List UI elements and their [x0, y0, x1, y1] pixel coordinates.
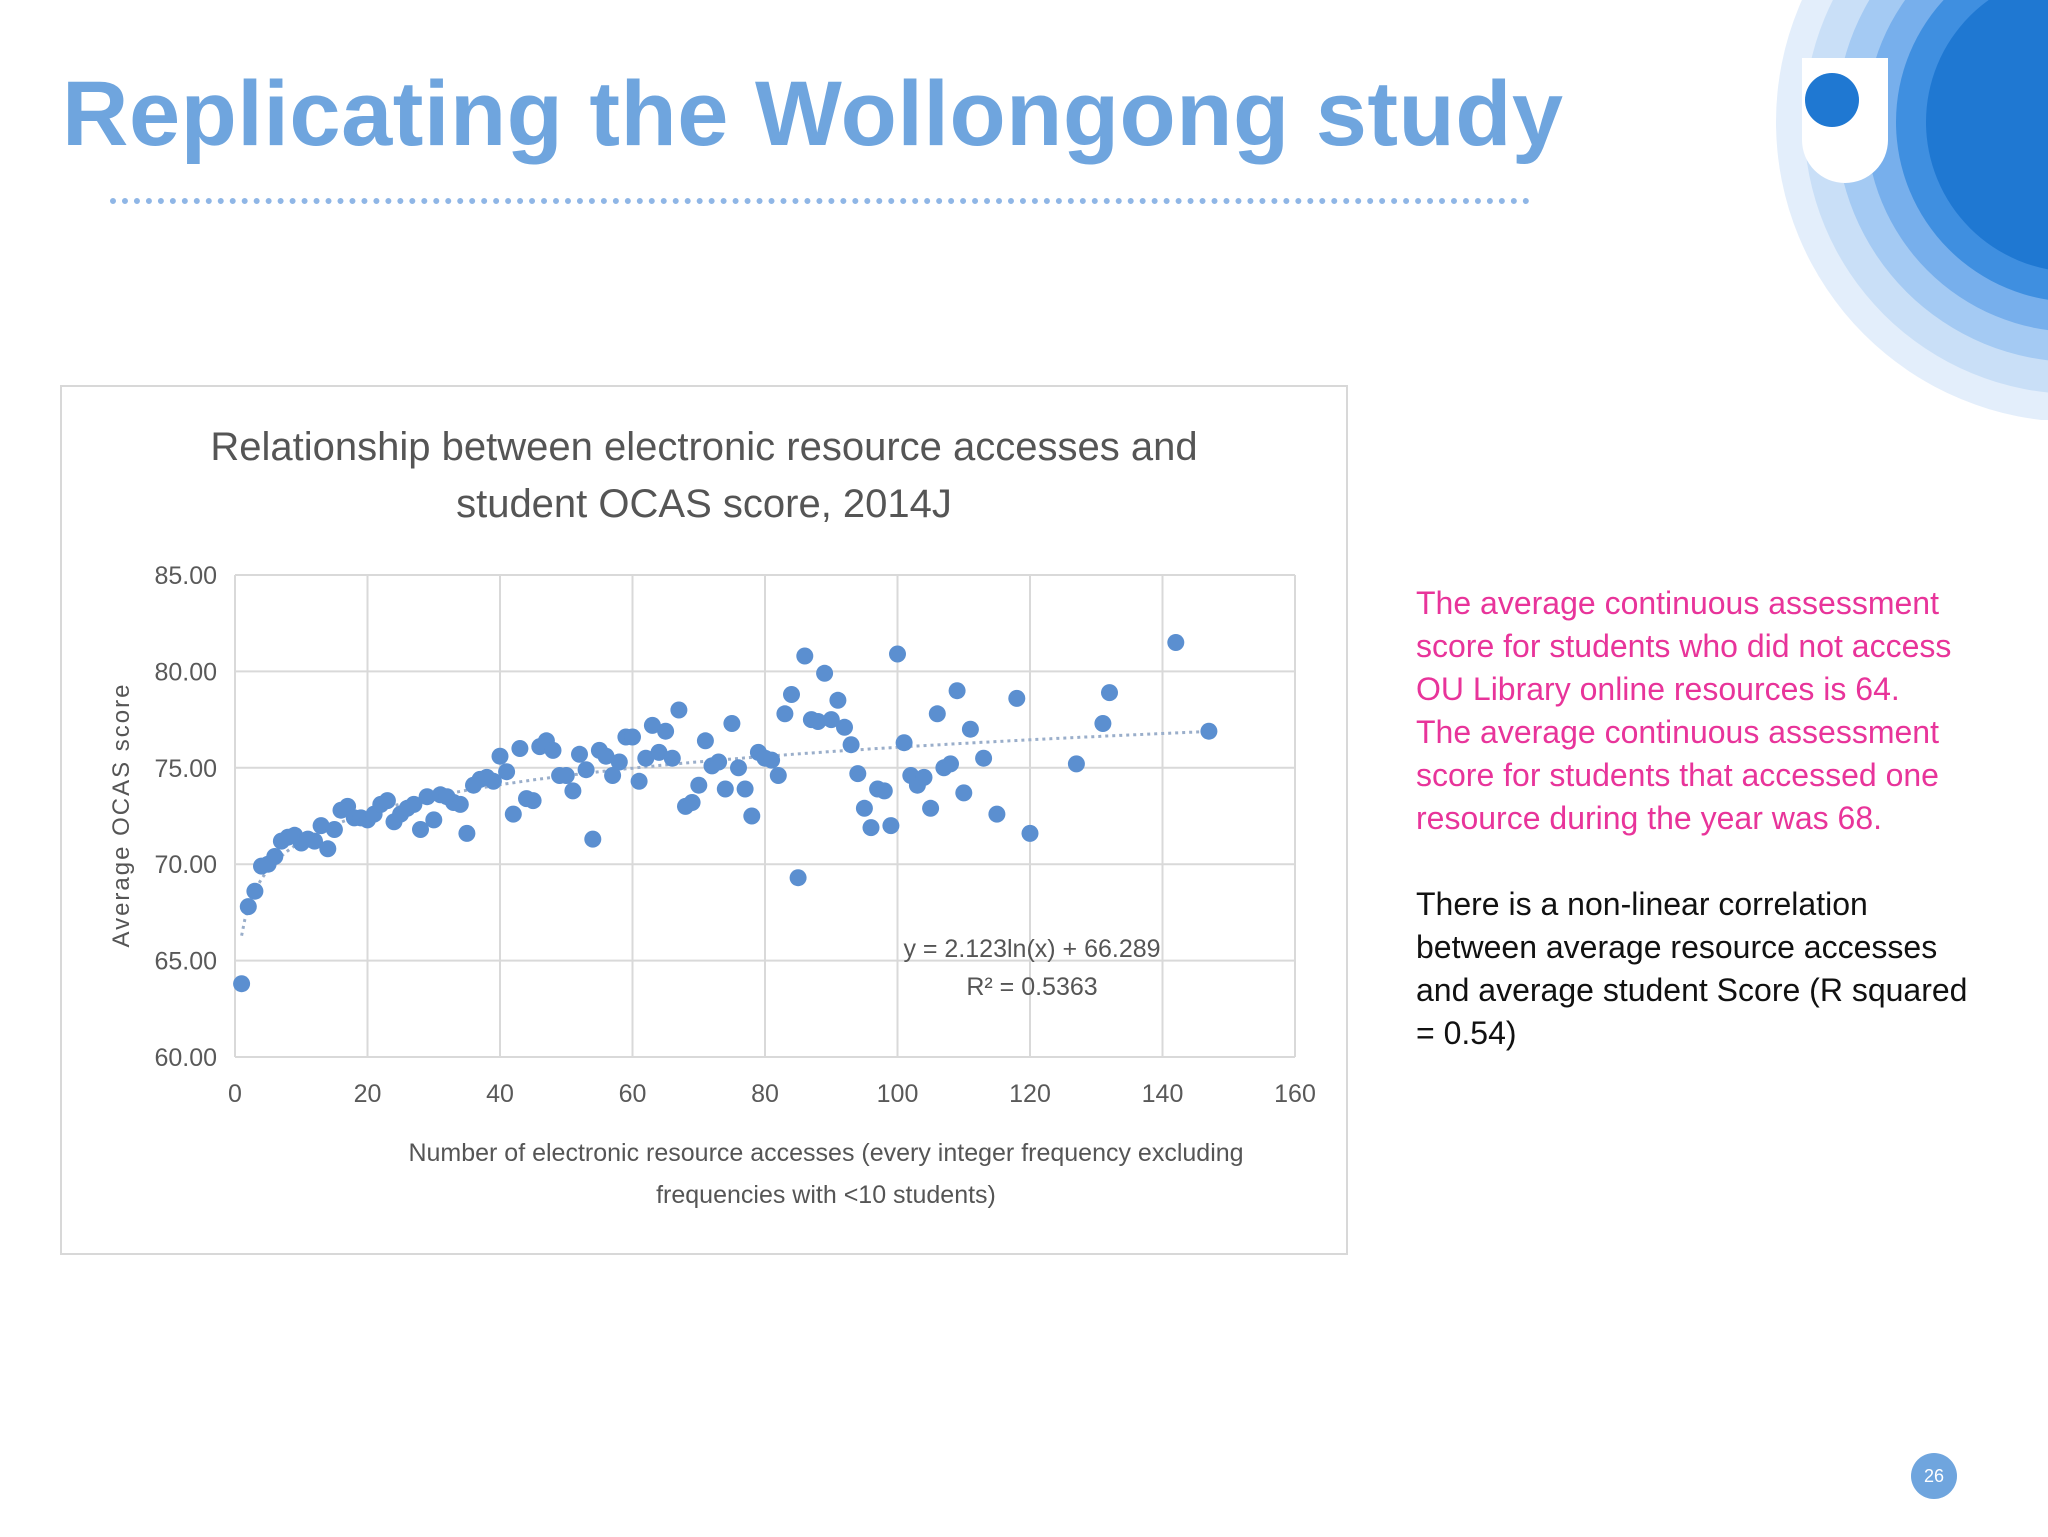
x-axis-label-line-2: frequencies with <10 students): [656, 1181, 996, 1209]
x-axis-ticks: [228, 1080, 1316, 1108]
y-tick-label: 75.00: [154, 754, 217, 783]
x-tick-label: 100: [876, 1080, 919, 1108]
x-tick-label: 60: [618, 1080, 647, 1108]
data-point: [790, 869, 807, 886]
data-point: [525, 792, 542, 809]
data-point: [737, 781, 754, 798]
data-point: [492, 748, 509, 765]
data-point: [233, 975, 250, 992]
data-point: [584, 831, 601, 848]
data-point: [266, 848, 283, 865]
data-point: [843, 736, 860, 753]
y-axis-ticks: [154, 562, 217, 1072]
data-point: [1167, 634, 1184, 651]
data-point: [916, 769, 933, 786]
data-point: [776, 705, 793, 722]
data-point: [558, 767, 575, 784]
data-point: [505, 806, 522, 823]
r-squared: R² = 0.5363: [966, 973, 1098, 1001]
data-point: [876, 782, 893, 799]
chart-title-line-1: Relationship between electronic resource accesses and: [210, 425, 1198, 469]
data-point: [564, 782, 581, 799]
findings-text: [1416, 582, 1976, 1055]
x-tick-label: 80: [751, 1080, 779, 1108]
data-point: [664, 750, 681, 767]
finding-correlation: There is a non-linear correlation between average resource accesses and average student Score (R squared = 0.54): [1416, 886, 1968, 1051]
x-tick-label: 160: [1274, 1080, 1316, 1108]
data-point: [326, 821, 343, 838]
data-point: [545, 742, 562, 759]
data-point: [849, 765, 866, 782]
data-point: [697, 732, 714, 749]
data-point: [631, 773, 648, 790]
data-point: [723, 715, 740, 732]
data-point: [1200, 723, 1217, 740]
page-number-badge: 26: [1911, 1453, 1957, 1499]
scatter-chart: [62, 387, 1346, 1253]
data-point: [783, 686, 800, 703]
data-point: [1094, 715, 1111, 732]
title-divider: [110, 198, 1530, 204]
data-point: [988, 806, 1005, 823]
finding-no-access: The average continuous assessment score for students who did not access OU Library online resources is 64.: [1416, 585, 1952, 707]
data-point: [511, 740, 528, 757]
y-tick-label: 80.00: [154, 658, 217, 687]
data-point: [896, 734, 913, 751]
data-point: [889, 646, 906, 663]
data-point: [1101, 684, 1118, 701]
data-point: [246, 883, 263, 900]
data-point: [611, 754, 628, 771]
data-point: [882, 817, 899, 834]
y-tick-label: 60.00: [154, 1044, 217, 1072]
data-point: [836, 719, 853, 736]
y-axis-label: Average OCAS score: [108, 682, 135, 948]
data-point: [763, 752, 780, 769]
decorative-circles: [1628, 0, 2048, 420]
x-tick-label: 120: [1009, 1080, 1051, 1108]
x-axis-label-line-1: Number of electronic resource accesses (every integer frequency excluding: [408, 1139, 1244, 1167]
x-tick-label: 0: [228, 1080, 242, 1108]
data-point: [962, 721, 979, 738]
data-point: [452, 796, 469, 813]
data-point: [743, 808, 760, 825]
data-point: [942, 755, 959, 772]
data-point: [770, 767, 787, 784]
data-point: [1022, 825, 1039, 842]
x-tick-label: 140: [1141, 1080, 1184, 1108]
data-point: [379, 792, 396, 809]
data-point: [1008, 690, 1025, 707]
data-point: [796, 648, 813, 665]
data-point: [949, 682, 966, 699]
open-university-logo: [1802, 58, 1888, 183]
chart-panel: [60, 385, 1348, 1255]
data-point: [657, 723, 674, 740]
y-tick-label: 70.00: [154, 851, 217, 880]
page-title: Replicating the Wollongong study: [62, 63, 1564, 165]
data-point: [458, 825, 475, 842]
data-point: [571, 746, 588, 763]
data-point: [929, 705, 946, 722]
data-point: [816, 665, 833, 682]
data-point: [717, 781, 734, 798]
data-point: [684, 794, 701, 811]
trendline-equation: y = 2.123ln(x) + 66.289: [903, 935, 1161, 963]
data-point: [240, 898, 257, 915]
data-point: [955, 784, 972, 801]
data-point: [710, 754, 727, 771]
y-tick-label: 65.00: [154, 947, 217, 976]
x-tick-label: 20: [353, 1080, 382, 1108]
data-point: [624, 729, 641, 746]
finding-one-resource: The average continuous assessment score for students that accessed one resource during the year was 68.: [1416, 714, 1939, 836]
data-point: [670, 702, 687, 719]
data-point: [730, 759, 747, 776]
y-tick-label: 85.00: [154, 562, 217, 590]
data-point: [863, 819, 880, 836]
data-point: [690, 777, 707, 794]
data-point: [856, 800, 873, 817]
data-point: [578, 761, 595, 778]
data-point: [425, 811, 442, 828]
data-point: [319, 840, 336, 857]
data-point: [498, 763, 515, 780]
chart-title-line-2: student OCAS score, 2014J: [456, 482, 952, 526]
data-point: [975, 750, 992, 767]
x-tick-label: 40: [486, 1080, 514, 1108]
data-point: [1068, 755, 1085, 772]
data-point: [922, 800, 939, 817]
data-point: [829, 692, 846, 709]
